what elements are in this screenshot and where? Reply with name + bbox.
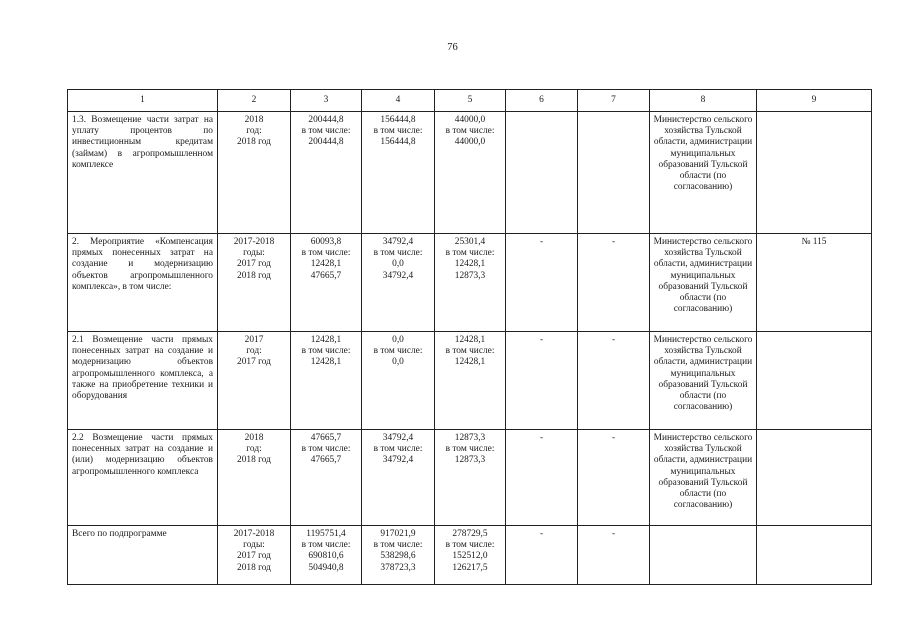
period-line: 2017 год <box>237 357 271 368</box>
period-line: 2017-2018 <box>233 237 275 247</box>
period-line: 2018 год <box>237 562 271 573</box>
value-line: в том числе: <box>373 540 423 551</box>
measure-name: 2.2 Возмещение части прямых понесенных затрат на создание и (или) модернизацию объектов агропромышленного комплекса <box>68 430 218 526</box>
value-line: в том числе: <box>373 248 423 259</box>
col9-cell: № 115 <box>757 234 872 332</box>
value-line: в том числе: <box>373 126 423 137</box>
value-line: 60093,8 <box>310 237 342 247</box>
period-line: год: <box>246 444 262 455</box>
table-row <box>68 332 872 430</box>
value-line: 0,0 <box>392 335 404 345</box>
budget-cell <box>362 430 435 526</box>
period-line: 2018 год <box>237 137 271 148</box>
value-line: 378723,3 <box>380 562 416 573</box>
period-line: год: <box>246 346 262 357</box>
measure-name: 1.3. Возмещение части затрат на уплату процентов по инвестиционным кредитам (займам) в агропромышленном комплексе <box>68 112 218 234</box>
col7-cell <box>578 112 650 234</box>
funds-cell <box>435 332 506 430</box>
value-line: 12873,3 <box>454 455 486 466</box>
funds-cell <box>435 112 506 234</box>
total-cell <box>291 526 362 585</box>
period-line: 2018 <box>244 115 264 125</box>
total-cell <box>291 112 362 234</box>
column-header: 7 <box>578 90 650 112</box>
executor-cell: Министерство сельского хозяйства Тульской области, администрации муниципальных образований Тульской области (по согласованию) <box>650 430 757 526</box>
value-line: 12873,3 <box>454 270 486 281</box>
column-header: 5 <box>435 90 506 112</box>
value-line: 504940,8 <box>308 562 344 573</box>
col6-cell: - <box>506 430 578 526</box>
period-line: год: <box>246 126 262 137</box>
value-line: 47665,7 <box>310 270 342 281</box>
value-line: 0,0 <box>392 259 404 270</box>
value-line: 0,0 <box>392 357 404 368</box>
value-line: 200444,8 <box>308 137 344 148</box>
value-line: 12428,1 <box>310 335 342 345</box>
period-line: годы: <box>243 248 265 259</box>
value-line: 12428,1 <box>310 357 342 368</box>
col7-cell: - <box>578 430 650 526</box>
col6-cell: - <box>506 332 578 430</box>
period-line: 2017 год <box>237 551 271 562</box>
value-line: в том числе: <box>445 444 495 455</box>
col9-cell <box>757 526 872 585</box>
value-line: 690810,6 <box>308 551 344 562</box>
column-header: 9 <box>757 90 872 112</box>
value-line: 44000,0 <box>454 115 486 125</box>
col7-cell: - <box>578 526 650 585</box>
funds-cell <box>435 526 506 585</box>
column-header: 8 <box>650 90 757 112</box>
period-line: 2017 год <box>237 259 271 270</box>
value-line: 12428,1 <box>454 357 486 368</box>
value-line: в том числе: <box>301 540 351 551</box>
page-number: 76 <box>447 42 458 53</box>
executor-cell: Министерство сельского хозяйства Тульской области, администрации муниципальных образований Тульской области (по согласованию) <box>650 332 757 430</box>
budget-cell <box>362 112 435 234</box>
period-line: 2018 год <box>237 270 271 281</box>
col6-cell <box>506 112 578 234</box>
value-line: 34792,4 <box>382 237 414 247</box>
period-line: 2018 год <box>237 455 271 466</box>
funds-cell <box>435 430 506 526</box>
value-line: 47665,7 <box>310 433 342 443</box>
budget-cell <box>362 526 435 585</box>
funds-cell <box>435 234 506 332</box>
value-line: 34792,4 <box>382 270 414 281</box>
value-line: в том числе: <box>301 126 351 137</box>
value-line: 126217,5 <box>452 562 488 573</box>
column-header: 4 <box>362 90 435 112</box>
table-row <box>68 112 872 234</box>
period-line: 2017-2018 <box>233 529 275 539</box>
executor-cell <box>650 526 757 585</box>
value-line: 34792,4 <box>382 455 414 466</box>
column-header: 6 <box>506 90 578 112</box>
measure-name: Всего по подпрограмме <box>68 526 218 585</box>
value-line: 1195751,4 <box>306 529 346 539</box>
col9-cell <box>757 112 872 234</box>
budget-cell <box>362 332 435 430</box>
period-cell <box>218 430 291 526</box>
value-line: в том числе: <box>445 346 495 357</box>
total-cell <box>291 430 362 526</box>
executor-cell: Министерство сельского хозяйства Тульской области, администрации муниципальных образований Тульской области (по согласованию) <box>650 234 757 332</box>
value-line: 917021,9 <box>380 529 416 539</box>
value-line: 12428,1 <box>310 259 342 270</box>
value-line: в том числе: <box>445 126 495 137</box>
value-line: в том числе: <box>373 444 423 455</box>
col9-cell <box>757 430 872 526</box>
value-line: 12873,3 <box>454 433 486 443</box>
period-cell <box>218 234 291 332</box>
value-line: 152512,0 <box>452 551 488 562</box>
value-line: в том числе: <box>373 346 423 357</box>
col7-cell: - <box>578 234 650 332</box>
value-line: 278729,5 <box>452 529 488 539</box>
period-cell <box>218 526 291 585</box>
value-line: 156444,8 <box>380 137 416 148</box>
period-line: 2018 <box>244 433 264 443</box>
value-line: 12428,1 <box>454 335 486 345</box>
period-line: 2017 <box>244 335 264 345</box>
table-row <box>68 234 872 332</box>
value-line: в том числе: <box>445 248 495 259</box>
measure-name: 2.1 Возмещение части прямых понесенных затрат на создание и модернизацию объектов агропромышленного комплекса, а также на приобретение техники и оборудования <box>68 332 218 430</box>
col9-cell <box>757 332 872 430</box>
value-line: 44000,0 <box>454 137 486 148</box>
value-line: 156444,8 <box>380 115 416 125</box>
column-header: 3 <box>291 90 362 112</box>
value-line: 538298,6 <box>380 551 416 562</box>
value-line: 200444,8 <box>308 115 344 125</box>
executor-cell: Министерство сельского хозяйства Тульской области, администрации муниципальных образований Тульской области (по согласованию) <box>650 112 757 234</box>
column-header: 2 <box>218 90 291 112</box>
total-cell <box>291 332 362 430</box>
value-line: 47665,7 <box>310 455 342 466</box>
value-line: в том числе: <box>301 444 351 455</box>
period-cell <box>218 112 291 234</box>
value-line: в том числе: <box>301 346 351 357</box>
value-line: в том числе: <box>301 248 351 259</box>
col7-cell: - <box>578 332 650 430</box>
subprogram-table <box>67 89 872 585</box>
column-header: 1 <box>68 90 218 112</box>
table-row <box>68 430 872 526</box>
budget-cell <box>362 234 435 332</box>
col6-cell: - <box>506 234 578 332</box>
period-cell <box>218 332 291 430</box>
value-line: 25301,4 <box>454 237 486 247</box>
period-line: годы: <box>243 540 265 551</box>
value-line: 12428,1 <box>454 259 486 270</box>
measure-name: 2. Мероприятие «Компенсация прямых понесенных затрат на создание и модернизацию объектов агропромышленного комплекса», в том числе: <box>68 234 218 332</box>
value-line: 34792,4 <box>382 433 414 443</box>
col6-cell: - <box>506 526 578 585</box>
value-line: в том числе: <box>445 540 495 551</box>
total-cell <box>291 234 362 332</box>
column-number-row <box>68 90 872 112</box>
table-row-total <box>68 526 872 585</box>
